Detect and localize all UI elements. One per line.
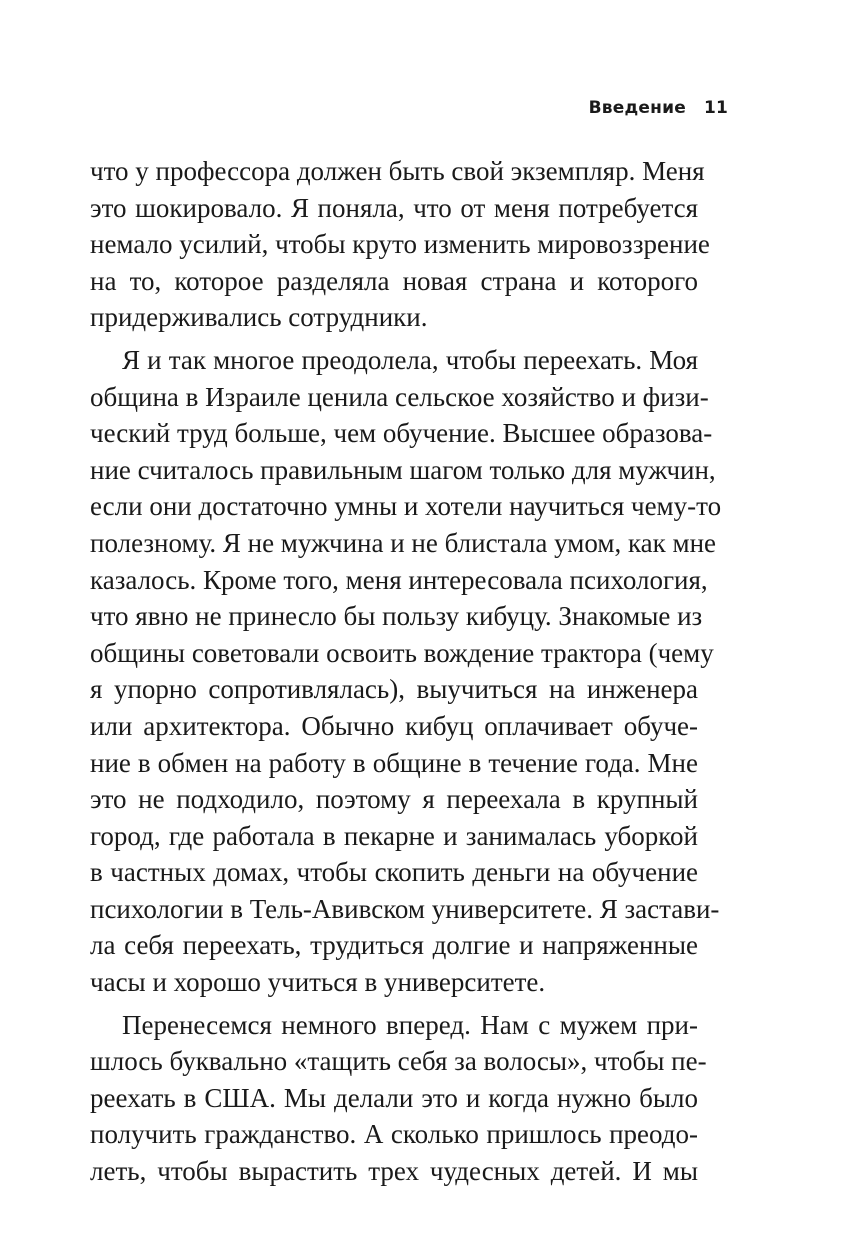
text-line: придерживались сотрудники. <box>90 302 428 333</box>
text-line: психологии в Тель-Авивском университете. Я застави- <box>90 893 720 924</box>
text-line: полезному. Я не мужчина и не блистала умом, как мне <box>90 527 717 558</box>
text-line: ла себя переехать, трудиться долгие и напряженные <box>90 930 698 961</box>
text-line: часы и хорошо учиться в университете. <box>90 967 546 998</box>
text-line: город, где работала в пекарне и занималась уборкой <box>90 820 698 851</box>
text-line: реехать в США. Мы делали это и когда нужно было <box>90 1082 698 1113</box>
text-line: если они достаточно умны и хотели научиться чему-то <box>90 491 722 522</box>
text-line: это шокировало. Я поняла, что от меня потребуется <box>90 192 698 223</box>
text-line: Перенесемся немного вперед. Нам с мужем при- <box>122 1009 698 1040</box>
text-line: Я и так многое преодолела, чтобы переехать. Моя <box>122 344 698 375</box>
text-line: на то, которое разделяла новая страна и которого <box>90 265 698 296</box>
text-line: ние считалось правильным шагом только для мужчин, <box>90 454 716 485</box>
section-title: Введение <box>588 98 686 118</box>
text-line: ческий труд больше, чем обучение. Высшее образова- <box>90 418 713 449</box>
paragraph-1 <box>90 153 710 336</box>
page-number: 11 <box>703 98 728 118</box>
text-line: казалось. Кроме того, меня интересовала психология, <box>90 564 708 595</box>
text-line: это не подходило, поэтому я переехала в крупный <box>90 784 698 815</box>
text-line: получить гражданство. А сколько пришлось преодо- <box>90 1119 698 1150</box>
text-line: леть, чтобы вырастить трех чудесных детей. И мы <box>90 1156 698 1187</box>
paragraph-2 <box>90 342 722 1001</box>
text-line: или архитектора. Обычно кибуц оплачивает обуче- <box>90 710 698 741</box>
text-line: я упорно сопротивлялась), выучиться на инженера <box>90 674 698 705</box>
text-line: общины советовали освоить вождение трактора (чему <box>90 637 714 668</box>
text-line: что у профессора должен быть свой экземпляр. Меня <box>90 156 705 186</box>
text-line: немало усилий, чтобы круто изменить мировоззрение <box>90 229 710 260</box>
text-line: в частных домах, чтобы скопить деньги на обучение <box>90 857 698 888</box>
body-text <box>90 153 722 1190</box>
paragraph-3 <box>90 1007 707 1190</box>
text-line: шлось буквально «тащить себя за волосы», чтобы пе- <box>90 1046 707 1077</box>
text-line: что явно не принесло бы пользу кибуцу. Знакомые из <box>90 601 703 632</box>
running-head <box>589 96 728 120</box>
text-line: ние в обмен на работу в общине в течение года. Мне <box>90 747 698 778</box>
text-line: община в Израиле ценила сельское хозяйство и физи- <box>90 381 709 412</box>
